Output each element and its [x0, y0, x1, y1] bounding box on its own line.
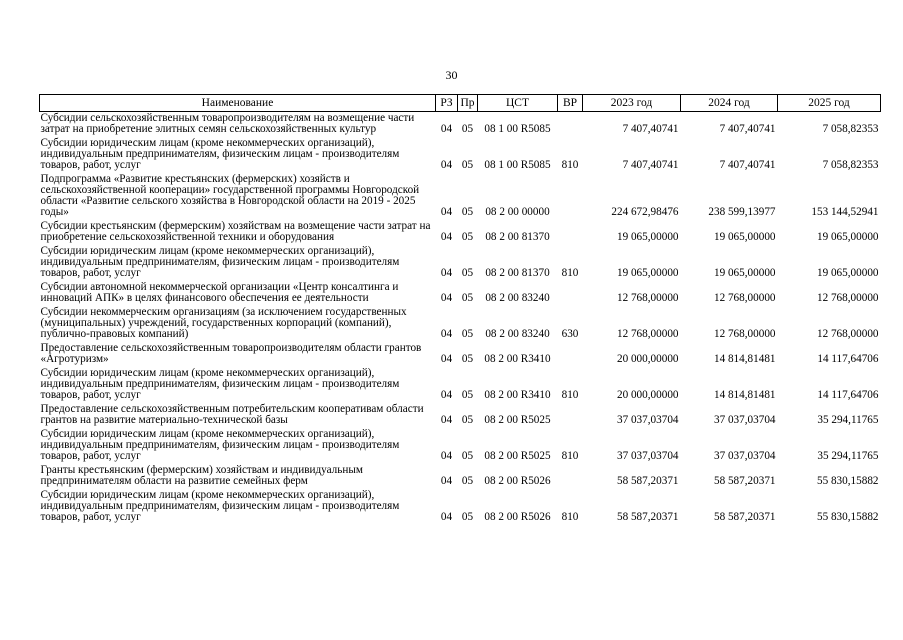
row-2025: 19 065,00000	[816, 267, 879, 279]
row-2024: 238 599,13977	[708, 206, 776, 218]
row-2023: 224 672,98476	[611, 206, 679, 218]
row-name: Субсидии некоммерческим организациям (за исключением государственных (муниципальных) учреждений, государственных корпораций (компаний), публично-правовых компаний)	[40, 306, 407, 340]
row-pr: 05	[461, 159, 474, 171]
row-vr	[558, 112, 583, 138]
row-2025: 7 058,82353	[822, 123, 879, 135]
row-vr: 810	[561, 389, 579, 401]
row-pr: 05	[461, 231, 474, 243]
row-name: Субсидии крестьянским (фермерским) хозяйствам на возмещение части затрат на приобретение сельскохозяйственной техники и оборудования	[40, 220, 431, 243]
row-vr	[558, 173, 583, 220]
row-name: Субсидии юридическим лицам (кроме некоммерческих организаций), индивидуальным предпринимателям, физическим лицам - производителям товаров, работ, услуг	[40, 428, 400, 462]
row-vr: 630	[561, 328, 579, 340]
table-row	[40, 367, 881, 403]
row-rz: 04	[440, 159, 453, 171]
table-row	[40, 112, 881, 138]
table-row	[40, 306, 881, 342]
row-2023: 12 768,00000	[616, 328, 679, 340]
header-2025: 2025 год	[778, 95, 881, 112]
row-2023: 19 065,00000	[616, 231, 679, 243]
row-name: Субсидии юридическим лицам (кроме некоммерческих организаций), индивидуальным предпринимателям, физическим лицам - производителям товаров, работ, услуг	[40, 367, 400, 401]
row-rz: 04	[440, 231, 453, 243]
table-row	[40, 173, 881, 220]
header-pr: Пр	[458, 95, 478, 112]
row-pr: 05	[461, 389, 474, 401]
table-row	[40, 403, 881, 428]
table-row	[40, 342, 881, 367]
row-2024: 12 768,00000	[713, 292, 776, 304]
row-cst: 08 2 00 81370	[485, 231, 550, 243]
row-2023: 58 587,20371	[616, 511, 679, 523]
row-2024: 19 065,00000	[713, 231, 776, 243]
header-2024: 2024 год	[681, 95, 778, 112]
row-rz: 04	[440, 206, 453, 218]
row-2024: 7 407,40741	[719, 159, 776, 171]
row-vr: 810	[561, 159, 579, 171]
row-rz: 04	[440, 292, 453, 304]
row-2025: 7 058,82353	[822, 159, 879, 171]
row-2025: 55 830,15882	[816, 511, 879, 523]
row-vr: 810	[561, 450, 579, 462]
row-cst: 08 2 00 R5026	[484, 511, 551, 523]
row-vr	[558, 464, 583, 489]
row-2023: 37 037,03704	[616, 450, 679, 462]
row-pr: 05	[461, 475, 474, 487]
row-2024: 37 037,03704	[713, 450, 776, 462]
row-2023: 12 768,00000	[616, 292, 679, 304]
row-2025: 19 065,00000	[816, 231, 879, 243]
row-vr	[558, 220, 583, 245]
row-2024: 58 587,20371	[713, 511, 776, 523]
row-cst: 08 1 00 R5085	[484, 123, 551, 135]
row-pr: 05	[461, 450, 474, 462]
row-rz: 04	[440, 123, 453, 135]
row-pr: 05	[461, 267, 474, 279]
row-2023: 7 407,40741	[622, 159, 679, 171]
row-rz: 04	[440, 328, 453, 340]
row-name: Предоставление сельскохозяйственным потребительским кооперативам области грантов на развитие материально-технической базы	[40, 403, 424, 426]
row-name: Субсидии автономной некоммерческой организации «Центр консалтинга и инноваций АПК» в целях финансового обеспечения ее деятельности	[40, 281, 399, 304]
row-2023: 20 000,00000	[616, 389, 679, 401]
row-2025: 12 768,00000	[816, 328, 879, 340]
row-pr: 05	[461, 292, 474, 304]
row-rz: 04	[440, 450, 453, 462]
table-row	[40, 137, 881, 173]
row-2023: 20 000,00000	[616, 353, 679, 365]
header-vr: ВР	[558, 95, 583, 112]
table-row	[40, 281, 881, 306]
row-cst: 08 2 00 R5026	[484, 475, 551, 487]
row-pr: 05	[461, 123, 474, 135]
row-cst: 08 1 00 R5085	[484, 159, 551, 171]
row-name: Субсидии юридическим лицам (кроме некоммерческих организаций), индивидуальным предпринимателям, физическим лицам - производителям товаров, работ, услуг	[40, 489, 400, 523]
row-2023: 7 407,40741	[622, 123, 679, 135]
row-rz: 04	[440, 475, 453, 487]
row-2024: 7 407,40741	[719, 123, 776, 135]
row-vr: 810	[561, 511, 579, 523]
row-cst: 08 2 00 00000	[485, 206, 550, 218]
row-pr: 05	[461, 511, 474, 523]
row-name: Подпрограмма «Развитие крестьянских (фермерских) хозяйств и сельскохозяйственной кооперации» государственной программы Новгородской области «Развитие сельского хозяйства в Новгородской области на 2019 - 2025 годы»	[40, 173, 420, 218]
row-vr: 810	[561, 267, 579, 279]
row-name: Субсидии сельскохозяйственным товаропроизводителям на возмещение части затрат на приобретение элитных семян сельскохозяйственных культур	[40, 112, 415, 135]
row-vr	[558, 403, 583, 428]
header-name: Наименование	[40, 95, 436, 112]
row-pr: 05	[461, 328, 474, 340]
row-pr: 05	[461, 414, 474, 426]
row-cst: 08 2 00 R5025	[484, 450, 551, 462]
row-2024: 58 587,20371	[713, 475, 776, 487]
row-rz: 04	[440, 414, 453, 426]
row-pr: 05	[461, 353, 474, 365]
row-cst: 08 2 00 83240	[485, 292, 550, 304]
row-2024: 14 814,81481	[713, 389, 776, 401]
row-vr	[558, 281, 583, 306]
budget-table	[39, 94, 881, 525]
row-name: Субсидии юридическим лицам (кроме некоммерческих организаций), индивидуальным предпринимателям, физическим лицам - производителям товаров, работ, услуг	[40, 137, 400, 171]
row-2025: 12 768,00000	[816, 292, 879, 304]
row-2025: 153 144,52941	[811, 206, 879, 218]
row-name: Субсидии юридическим лицам (кроме некоммерческих организаций), индивидуальным предпринимателям, физическим лицам - производителям товаров, работ, услуг	[40, 245, 400, 279]
row-2024: 37 037,03704	[713, 414, 776, 426]
row-rz: 04	[440, 267, 453, 279]
row-name: Предоставление сельскохозяйственным товаропроизводителям области грантов «Агротуризм»	[40, 342, 422, 365]
row-2025: 55 830,15882	[816, 475, 879, 487]
row-cst: 08 2 00 81370	[485, 267, 550, 279]
table-row	[40, 220, 881, 245]
header-2023: 2023 год	[583, 95, 681, 112]
row-cst: 08 2 00 R3410	[484, 353, 551, 365]
row-cst: 08 2 00 83240	[485, 328, 550, 340]
row-rz: 04	[440, 511, 453, 523]
row-cst: 08 2 00 R3410	[484, 389, 551, 401]
table-row	[40, 489, 881, 525]
row-rz: 04	[440, 353, 453, 365]
header-rz: РЗ	[436, 95, 458, 112]
row-2023: 58 587,20371	[616, 475, 679, 487]
row-2025: 14 117,64706	[817, 389, 879, 401]
table-row	[40, 464, 881, 489]
table-body	[40, 112, 881, 526]
table-row	[40, 428, 881, 464]
row-pr: 05	[461, 206, 474, 218]
row-2023: 19 065,00000	[616, 267, 679, 279]
row-2025: 35 294,11765	[817, 450, 879, 462]
row-2024: 12 768,00000	[713, 328, 776, 340]
table-header-row	[40, 95, 881, 112]
row-2024: 19 065,00000	[713, 267, 776, 279]
row-2024: 14 814,81481	[713, 353, 776, 365]
row-cst: 08 2 00 R5025	[484, 414, 551, 426]
page-number: 30	[445, 68, 458, 82]
row-rz: 04	[440, 389, 453, 401]
table-row	[40, 245, 881, 281]
header-cst: ЦСТ	[478, 95, 558, 112]
row-2023: 37 037,03704	[616, 414, 679, 426]
row-name: Гранты крестьянским (фермерским) хозяйствам и индивидуальным предпринимателям области на развитие семейных ферм	[40, 464, 363, 487]
row-2025: 14 117,64706	[817, 353, 879, 365]
row-vr	[558, 342, 583, 367]
row-2025: 35 294,11765	[817, 414, 879, 426]
